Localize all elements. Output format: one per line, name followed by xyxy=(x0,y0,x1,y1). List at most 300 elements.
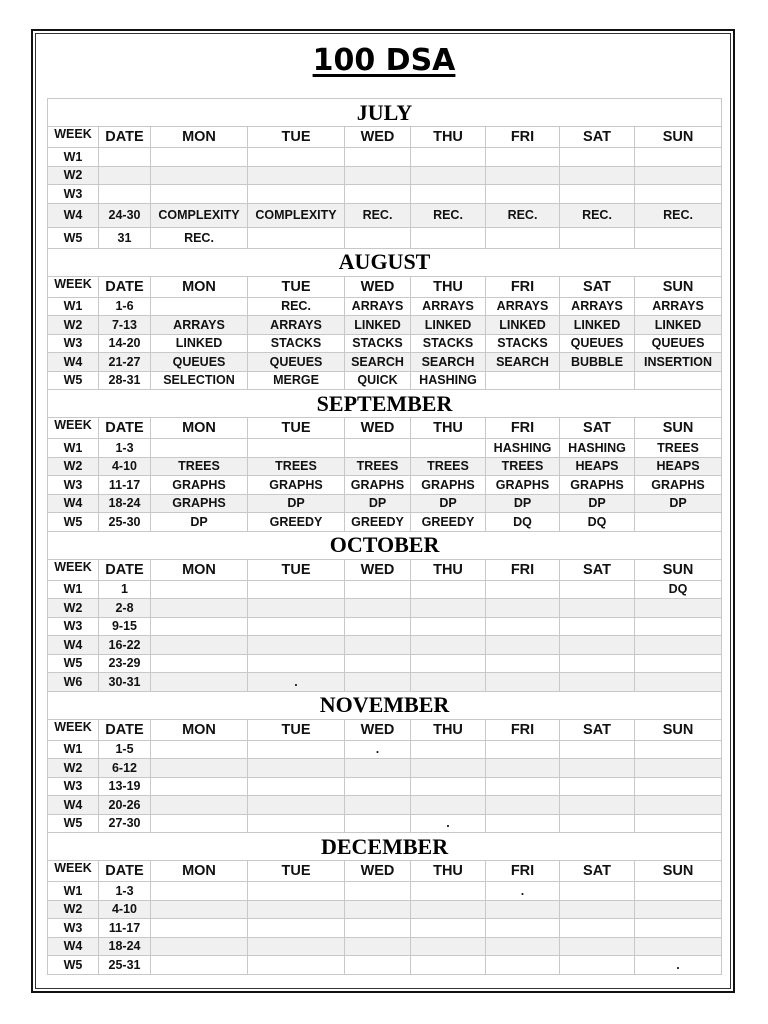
sat-column-header: SAT xyxy=(560,276,635,297)
week-row xyxy=(48,227,722,248)
week-cell: W5 xyxy=(48,513,99,532)
thu-topic-cell: SEARCH xyxy=(411,353,486,372)
week-cell: W4 xyxy=(48,353,99,372)
tue-topic-cell: QUEUES xyxy=(248,353,345,372)
wed-topic-cell xyxy=(345,673,411,692)
sun-topic-cell: DQ xyxy=(635,580,722,599)
sat-topic-cell xyxy=(560,599,635,618)
sun-topic-cell xyxy=(635,599,722,618)
wed-topic-cell xyxy=(345,937,411,956)
week-cell: W3 xyxy=(48,476,99,495)
tue-topic-cell xyxy=(248,439,345,458)
thu-topic-cell: GRAPHS xyxy=(411,476,486,495)
fri-topic-cell: TREES xyxy=(486,457,560,476)
month-title: SEPTEMBER xyxy=(48,390,722,418)
fri-topic-cell: ARRAYS xyxy=(486,297,560,316)
tue-topic-cell xyxy=(248,636,345,655)
wed-topic-cell xyxy=(345,185,411,204)
week-cell: W1 xyxy=(48,580,99,599)
thu-topic-cell xyxy=(411,654,486,673)
date-cell: 25-30 xyxy=(99,513,151,532)
tue-topic-cell: DP xyxy=(248,494,345,513)
wed-topic-cell xyxy=(345,636,411,655)
fri-topic-cell xyxy=(486,580,560,599)
mon-topic-cell xyxy=(151,814,248,833)
fri-topic-cell xyxy=(486,956,560,975)
sun-topic-cell: GRAPHS xyxy=(635,476,722,495)
fri-column-header: FRI xyxy=(486,418,560,439)
week-cell: W1 xyxy=(48,882,99,901)
thu-column-header: THU xyxy=(411,418,486,439)
date-cell: 2-8 xyxy=(99,599,151,618)
thu-topic-cell: TREES xyxy=(411,457,486,476)
week-row xyxy=(48,882,722,901)
mon-column-header: MON xyxy=(151,276,248,297)
sun-topic-cell xyxy=(635,227,722,248)
thu-topic-cell xyxy=(411,919,486,938)
date-cell: 11-17 xyxy=(99,476,151,495)
date-cell: 14-20 xyxy=(99,334,151,353)
week-cell: W3 xyxy=(48,185,99,204)
sun-topic-cell xyxy=(635,740,722,759)
fri-topic-cell: GRAPHS xyxy=(486,476,560,495)
week-column-header: WEEK xyxy=(48,127,99,148)
date-cell: 13-19 xyxy=(99,777,151,796)
page-title: 100 DSA xyxy=(312,43,456,78)
week-column-header: WEEK xyxy=(48,861,99,882)
wed-column-header: WED xyxy=(345,559,411,580)
mon-column-header: MON xyxy=(151,418,248,439)
date-cell: 1 xyxy=(99,580,151,599)
week-row xyxy=(48,185,722,204)
sun-topic-cell xyxy=(635,636,722,655)
month-title-row xyxy=(48,531,722,559)
sat-topic-cell xyxy=(560,636,635,655)
sun-column-header: SUN xyxy=(635,719,722,740)
sun-topic-cell xyxy=(635,371,722,390)
sun-topic-cell xyxy=(635,759,722,778)
tue-topic-cell xyxy=(248,185,345,204)
week-row xyxy=(48,203,722,227)
tue-topic-cell: STACKS xyxy=(248,334,345,353)
wed-topic-cell xyxy=(345,599,411,618)
thu-topic-cell xyxy=(411,617,486,636)
wed-column-header: WED xyxy=(345,861,411,882)
thu-topic-cell xyxy=(411,166,486,185)
sun-column-header: SUN xyxy=(635,861,722,882)
thu-topic-cell xyxy=(411,900,486,919)
tue-column-header: TUE xyxy=(248,719,345,740)
sat-topic-cell: HEAPS xyxy=(560,457,635,476)
sun-topic-cell xyxy=(635,796,722,815)
week-cell: W2 xyxy=(48,166,99,185)
tue-topic-cell xyxy=(248,740,345,759)
sun-topic-cell: ARRAYS xyxy=(635,297,722,316)
week-row xyxy=(48,148,722,167)
wed-topic-cell: GREEDY xyxy=(345,513,411,532)
thu-topic-cell xyxy=(411,636,486,655)
sat-topic-cell xyxy=(560,166,635,185)
week-row xyxy=(48,900,722,919)
wed-topic-cell: . xyxy=(345,740,411,759)
tue-topic-cell xyxy=(248,777,345,796)
month-title-row xyxy=(48,248,722,276)
date-cell: 1-3 xyxy=(99,882,151,901)
sat-topic-cell xyxy=(560,617,635,636)
wed-topic-cell: ARRAYS xyxy=(345,297,411,316)
week-row xyxy=(48,297,722,316)
wed-column-header: WED xyxy=(345,719,411,740)
thu-topic-cell xyxy=(411,580,486,599)
tue-topic-cell: GREEDY xyxy=(248,513,345,532)
column-header-row xyxy=(48,559,722,580)
week-row xyxy=(48,777,722,796)
mon-topic-cell xyxy=(151,580,248,599)
month-title: NOVEMBER xyxy=(48,691,722,719)
wed-topic-cell xyxy=(345,882,411,901)
sun-topic-cell: LINKED xyxy=(635,316,722,335)
sat-topic-cell xyxy=(560,371,635,390)
sat-topic-cell: DP xyxy=(560,494,635,513)
mon-topic-cell xyxy=(151,777,248,796)
week-row xyxy=(48,740,722,759)
mon-topic-cell: REC. xyxy=(151,227,248,248)
thu-topic-cell xyxy=(411,673,486,692)
column-header-row xyxy=(48,418,722,439)
week-cell: W5 xyxy=(48,814,99,833)
sun-topic-cell: . xyxy=(635,956,722,975)
thu-topic-cell xyxy=(411,956,486,975)
date-cell: 28-31 xyxy=(99,371,151,390)
fri-topic-cell: REC. xyxy=(486,203,560,227)
mon-topic-cell xyxy=(151,919,248,938)
mon-topic-cell xyxy=(151,654,248,673)
month-title: JULY xyxy=(48,99,722,127)
fri-topic-cell xyxy=(486,814,560,833)
week-row xyxy=(48,654,722,673)
week-cell: W4 xyxy=(48,937,99,956)
thu-topic-cell xyxy=(411,882,486,901)
date-cell xyxy=(99,148,151,167)
week-row xyxy=(48,166,722,185)
thu-topic-cell: DP xyxy=(411,494,486,513)
thu-topic-cell xyxy=(411,439,486,458)
tue-topic-cell: . xyxy=(248,673,345,692)
wed-topic-cell: REC. xyxy=(345,203,411,227)
tue-column-header: TUE xyxy=(248,127,345,148)
week-row xyxy=(48,814,722,833)
sun-topic-cell xyxy=(635,673,722,692)
sun-column-header: SUN xyxy=(635,418,722,439)
thu-column-header: THU xyxy=(411,127,486,148)
fri-topic-cell xyxy=(486,371,560,390)
sun-column-header: SUN xyxy=(635,276,722,297)
sun-column-header: SUN xyxy=(635,127,722,148)
tue-column-header: TUE xyxy=(248,418,345,439)
mon-topic-cell: DP xyxy=(151,513,248,532)
week-row xyxy=(48,759,722,778)
fri-topic-cell xyxy=(486,654,560,673)
fri-column-header: FRI xyxy=(486,719,560,740)
week-cell: W6 xyxy=(48,673,99,692)
month-title-row xyxy=(48,691,722,719)
fri-column-header: FRI xyxy=(486,559,560,580)
date-cell: 20-26 xyxy=(99,796,151,815)
date-cell: 30-31 xyxy=(99,673,151,692)
mon-topic-cell xyxy=(151,185,248,204)
wed-topic-cell xyxy=(345,900,411,919)
sun-topic-cell: HEAPS xyxy=(635,457,722,476)
week-row xyxy=(48,513,722,532)
mon-topic-cell xyxy=(151,439,248,458)
date-column-header: DATE xyxy=(99,418,151,439)
mon-column-header: MON xyxy=(151,861,248,882)
date-cell: 4-10 xyxy=(99,457,151,476)
tue-topic-cell xyxy=(248,919,345,938)
tue-topic-cell xyxy=(248,796,345,815)
tue-topic-cell: REC. xyxy=(248,297,345,316)
fri-topic-cell: HASHING xyxy=(486,439,560,458)
tue-topic-cell xyxy=(248,900,345,919)
date-cell: 1-5 xyxy=(99,740,151,759)
wed-topic-cell: LINKED xyxy=(345,316,411,335)
fri-column-header: FRI xyxy=(486,127,560,148)
week-column-header: WEEK xyxy=(48,719,99,740)
fri-topic-cell xyxy=(486,740,560,759)
thu-column-header: THU xyxy=(411,719,486,740)
mon-topic-cell xyxy=(151,759,248,778)
date-cell: 25-31 xyxy=(99,956,151,975)
sat-topic-cell xyxy=(560,185,635,204)
tue-topic-cell xyxy=(248,148,345,167)
month-title-row xyxy=(48,833,722,861)
week-cell: W5 xyxy=(48,227,99,248)
sat-topic-cell xyxy=(560,777,635,796)
fri-topic-cell: STACKS xyxy=(486,334,560,353)
thu-column-header: THU xyxy=(411,861,486,882)
mon-column-header: MON xyxy=(151,559,248,580)
mon-column-header: MON xyxy=(151,127,248,148)
week-row xyxy=(48,439,722,458)
thu-topic-cell xyxy=(411,599,486,618)
column-header-row xyxy=(48,861,722,882)
sat-topic-cell: REC. xyxy=(560,203,635,227)
study-plan-body xyxy=(48,99,722,975)
thu-topic-cell xyxy=(411,227,486,248)
thu-topic-cell xyxy=(411,937,486,956)
week-row xyxy=(48,457,722,476)
week-cell: W4 xyxy=(48,203,99,227)
wed-topic-cell xyxy=(345,227,411,248)
week-cell: W3 xyxy=(48,777,99,796)
thu-column-header: THU xyxy=(411,276,486,297)
month-title: AUGUST xyxy=(48,248,722,276)
date-cell: 24-30 xyxy=(99,203,151,227)
thu-topic-cell: ARRAYS xyxy=(411,297,486,316)
tue-topic-cell xyxy=(248,166,345,185)
week-row xyxy=(48,937,722,956)
month-title-row xyxy=(48,99,722,127)
week-row xyxy=(48,636,722,655)
sat-topic-cell xyxy=(560,900,635,919)
wed-topic-cell xyxy=(345,956,411,975)
week-cell: W5 xyxy=(48,654,99,673)
date-column-header: DATE xyxy=(99,559,151,580)
fri-topic-cell xyxy=(486,937,560,956)
week-row xyxy=(48,599,722,618)
mon-topic-cell: ARRAYS xyxy=(151,316,248,335)
week-cell: W2 xyxy=(48,599,99,618)
date-cell: 16-22 xyxy=(99,636,151,655)
sat-topic-cell xyxy=(560,673,635,692)
wed-topic-cell xyxy=(345,654,411,673)
sat-topic-cell xyxy=(560,580,635,599)
thu-topic-cell xyxy=(411,185,486,204)
wed-topic-cell xyxy=(345,759,411,778)
fri-topic-cell xyxy=(486,673,560,692)
wed-topic-cell xyxy=(345,439,411,458)
thu-topic-cell xyxy=(411,148,486,167)
wed-column-header: WED xyxy=(345,127,411,148)
sun-topic-cell xyxy=(635,148,722,167)
sun-topic-cell xyxy=(635,937,722,956)
tue-topic-cell xyxy=(248,814,345,833)
sun-topic-cell xyxy=(635,919,722,938)
week-cell: W2 xyxy=(48,316,99,335)
week-cell: W5 xyxy=(48,371,99,390)
wed-topic-cell: QUICK xyxy=(345,371,411,390)
mon-topic-cell xyxy=(151,617,248,636)
sat-topic-cell xyxy=(560,796,635,815)
date-cell: 1-3 xyxy=(99,439,151,458)
week-column-header: WEEK xyxy=(48,559,99,580)
tue-topic-cell xyxy=(248,937,345,956)
thu-topic-cell: HASHING xyxy=(411,371,486,390)
mon-topic-cell xyxy=(151,956,248,975)
sun-topic-cell xyxy=(635,185,722,204)
sun-topic-cell: QUEUES xyxy=(635,334,722,353)
sat-column-header: SAT xyxy=(560,861,635,882)
week-row xyxy=(48,617,722,636)
tue-column-header: TUE xyxy=(248,861,345,882)
week-row xyxy=(48,476,722,495)
month-title-row xyxy=(48,390,722,418)
thu-topic-cell: GREEDY xyxy=(411,513,486,532)
sat-column-header: SAT xyxy=(560,127,635,148)
week-row xyxy=(48,673,722,692)
week-cell: W2 xyxy=(48,457,99,476)
tue-column-header: TUE xyxy=(248,559,345,580)
date-cell: 1-6 xyxy=(99,297,151,316)
wed-topic-cell: SEARCH xyxy=(345,353,411,372)
fri-topic-cell xyxy=(486,636,560,655)
mon-topic-cell: SELECTION xyxy=(151,371,248,390)
date-column-header: DATE xyxy=(99,127,151,148)
sun-topic-cell xyxy=(635,882,722,901)
fri-topic-cell: LINKED xyxy=(486,316,560,335)
mon-topic-cell: GRAPHS xyxy=(151,494,248,513)
tue-topic-cell xyxy=(248,759,345,778)
mon-topic-cell: TREES xyxy=(151,457,248,476)
date-cell: 7-13 xyxy=(99,316,151,335)
sat-topic-cell xyxy=(560,148,635,167)
thu-topic-cell: STACKS xyxy=(411,334,486,353)
mon-topic-cell xyxy=(151,673,248,692)
tue-topic-cell: GRAPHS xyxy=(248,476,345,495)
thu-topic-cell xyxy=(411,759,486,778)
fri-column-header: FRI xyxy=(486,276,560,297)
sat-topic-cell: GRAPHS xyxy=(560,476,635,495)
sun-topic-cell xyxy=(635,617,722,636)
date-cell: 27-30 xyxy=(99,814,151,833)
wed-topic-cell xyxy=(345,166,411,185)
week-cell: W4 xyxy=(48,636,99,655)
fri-topic-cell: DP xyxy=(486,494,560,513)
mon-topic-cell xyxy=(151,796,248,815)
sun-topic-cell xyxy=(635,654,722,673)
mon-topic-cell: GRAPHS xyxy=(151,476,248,495)
week-row xyxy=(48,316,722,335)
wed-topic-cell xyxy=(345,919,411,938)
week-cell: W3 xyxy=(48,617,99,636)
mon-topic-cell: LINKED xyxy=(151,334,248,353)
tue-topic-cell xyxy=(248,599,345,618)
fri-topic-cell xyxy=(486,796,560,815)
sat-topic-cell xyxy=(560,956,635,975)
sun-topic-cell: TREES xyxy=(635,439,722,458)
thu-topic-cell xyxy=(411,740,486,759)
wed-topic-cell: TREES xyxy=(345,457,411,476)
mon-column-header: MON xyxy=(151,719,248,740)
fri-column-header: FRI xyxy=(486,861,560,882)
date-cell: 9-15 xyxy=(99,617,151,636)
sun-topic-cell xyxy=(635,513,722,532)
fri-topic-cell xyxy=(486,599,560,618)
sun-topic-cell: INSERTION xyxy=(635,353,722,372)
tue-topic-cell xyxy=(248,580,345,599)
mon-topic-cell xyxy=(151,937,248,956)
week-cell: W1 xyxy=(48,439,99,458)
date-cell xyxy=(99,166,151,185)
tue-column-header: TUE xyxy=(248,276,345,297)
sun-topic-cell xyxy=(635,814,722,833)
mon-topic-cell xyxy=(151,882,248,901)
wed-column-header: WED xyxy=(345,276,411,297)
week-row xyxy=(48,796,722,815)
fri-topic-cell xyxy=(486,777,560,796)
sat-topic-cell xyxy=(560,814,635,833)
fri-topic-cell: DQ xyxy=(486,513,560,532)
mon-topic-cell xyxy=(151,297,248,316)
sat-topic-cell xyxy=(560,740,635,759)
thu-topic-cell xyxy=(411,777,486,796)
week-cell: W1 xyxy=(48,297,99,316)
wed-topic-cell: STACKS xyxy=(345,334,411,353)
sat-topic-cell: DQ xyxy=(560,513,635,532)
sat-topic-cell xyxy=(560,759,635,778)
tue-topic-cell xyxy=(248,617,345,636)
thu-topic-cell: LINKED xyxy=(411,316,486,335)
tue-topic-cell xyxy=(248,654,345,673)
week-row xyxy=(48,353,722,372)
week-cell: W3 xyxy=(48,919,99,938)
wed-topic-cell xyxy=(345,796,411,815)
sun-column-header: SUN xyxy=(635,559,722,580)
week-row xyxy=(48,371,722,390)
mon-topic-cell xyxy=(151,166,248,185)
week-cell: W4 xyxy=(48,796,99,815)
wed-topic-cell xyxy=(345,777,411,796)
